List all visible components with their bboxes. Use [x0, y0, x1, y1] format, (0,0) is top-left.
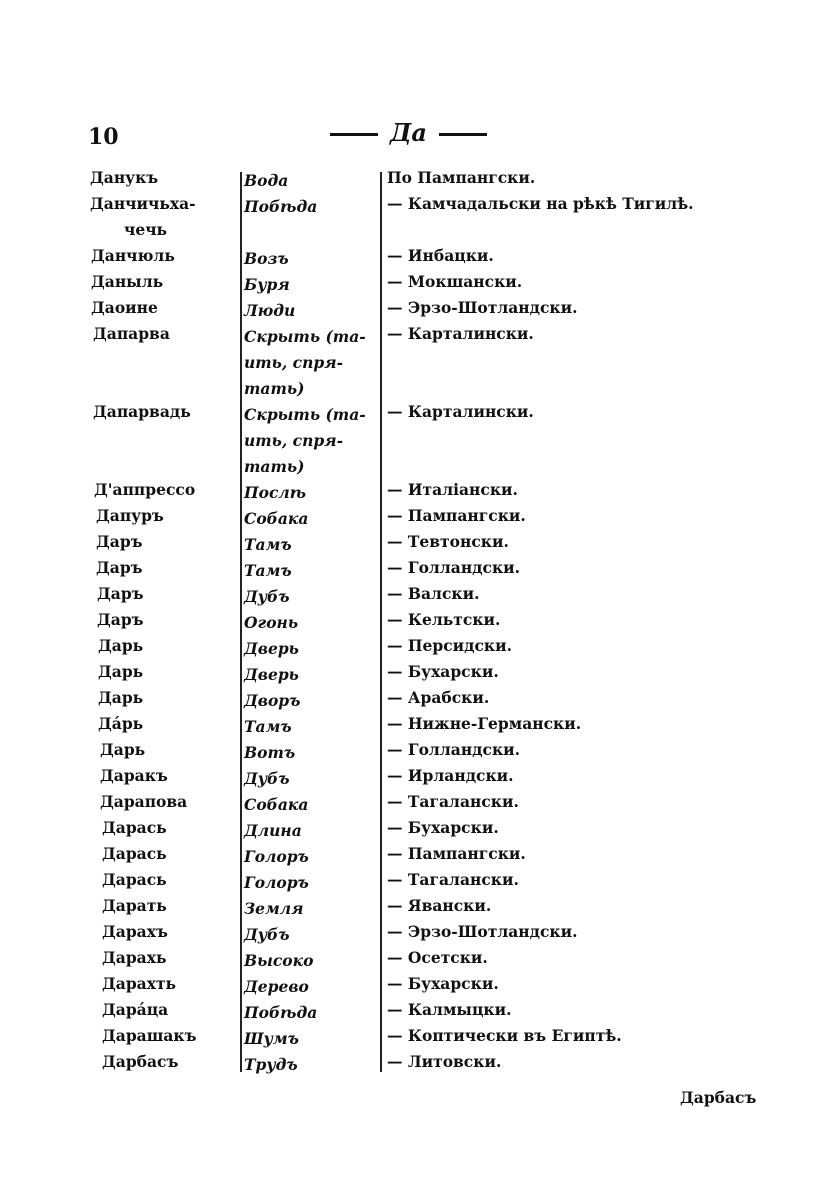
- entry-word: Дапарвадь: [93, 402, 191, 421]
- entry-word: Дапуръ: [96, 506, 164, 525]
- entry-row: [0, 714, 840, 740]
- entry-row: [0, 1026, 840, 1052]
- entry-row: [0, 896, 840, 922]
- entry-language: — Бухарски.: [387, 662, 499, 681]
- entry-meaning: Земля: [244, 899, 304, 918]
- entry-row: [0, 272, 840, 298]
- entry-row: [0, 688, 840, 714]
- entry-word: Дарбасъ: [102, 1052, 179, 1071]
- entry-word: Дарахть: [102, 974, 177, 993]
- entry-language: — Валски.: [387, 584, 480, 603]
- page-number: 10: [88, 124, 119, 150]
- entry-row: [0, 194, 840, 220]
- entry-language: — Ирландски.: [387, 766, 514, 785]
- entry-meaning: Голоръ: [244, 873, 309, 892]
- entry-language: — Камчадальски на рѣкѣ Тигилѣ.: [387, 194, 694, 213]
- entry-meaning: Дворъ: [244, 691, 301, 710]
- entry-row: [0, 740, 840, 766]
- entry-word: Даръ: [96, 532, 143, 551]
- entry-word: Дарашакъ: [102, 1026, 197, 1045]
- entry-meaning: Шумъ: [244, 1029, 299, 1048]
- entry-language: — Пампангски.: [387, 506, 526, 525]
- entry-word: Даръ: [97, 610, 144, 629]
- entry-meaning: Дверь: [244, 639, 299, 658]
- entry-row-continuation: [0, 220, 840, 246]
- entry-word: Даракъ: [100, 766, 168, 785]
- entry-meaning: Огонь: [244, 613, 299, 632]
- entry-row: [0, 324, 840, 350]
- entry-meaning: Дерево: [244, 977, 309, 996]
- entry-meaning: Вода: [244, 171, 289, 190]
- entry-meaning: Высоко: [244, 951, 314, 970]
- entry-language: — Бухарски.: [387, 818, 499, 837]
- entry-meaning: Голоръ: [244, 847, 309, 866]
- entry-meaning: Тамъ: [244, 561, 292, 580]
- entry-row: [0, 1052, 840, 1078]
- entry-word: Даръ: [96, 558, 143, 577]
- entry-meaning: Собака: [244, 509, 309, 528]
- entry-row: [0, 870, 840, 896]
- entry-row: [0, 766, 840, 792]
- entry-language: — Коптически въ Египтѣ.: [387, 1026, 622, 1045]
- entry-language: — Эрзо-Шотландски.: [387, 922, 578, 941]
- entry-word: Дапарва: [93, 324, 170, 343]
- entry-row: [0, 298, 840, 324]
- entry-meaning: Скрыть (та- ить, спря- тать): [244, 405, 366, 476]
- entry-meaning: Вотъ: [244, 743, 296, 762]
- entry-language: — Мокшански.: [387, 272, 523, 291]
- entry-row: [0, 922, 840, 948]
- entry-language: — Бухарски.: [387, 974, 499, 993]
- entry-language: — Карталински.: [387, 324, 534, 343]
- entry-row: [0, 246, 840, 272]
- entry-language: — Тагалански.: [387, 870, 519, 889]
- entry-language: По Пампангски.: [387, 168, 536, 187]
- entry-language: — Инбацки.: [387, 246, 494, 265]
- entry-word: Даръ: [97, 584, 144, 603]
- entry-word: Дара́ца: [102, 1000, 169, 1019]
- entry-language: — Кельтски.: [387, 610, 501, 629]
- entry-word: Даныль: [91, 272, 164, 291]
- entry-meaning: Тамъ: [244, 535, 292, 554]
- entry-row: [0, 168, 840, 194]
- entry-word: Дарь: [100, 740, 146, 759]
- entry-language: — Карталински.: [387, 402, 534, 421]
- entry-language: — Литовски.: [387, 1052, 502, 1071]
- entry-language: — Арабски.: [387, 688, 490, 707]
- running-head-text: Да: [390, 118, 427, 147]
- entry-word: Д'аппрессо: [94, 480, 196, 499]
- entry-row: [0, 402, 840, 428]
- entry-word-continuation: чечь: [124, 220, 168, 239]
- entry-word: Дарась: [102, 870, 167, 889]
- entry-language: — Голландски.: [387, 558, 521, 577]
- entry-meaning: Дубъ: [244, 925, 290, 944]
- entry-word: Дарь: [98, 688, 144, 707]
- entry-word: Дарать: [102, 896, 167, 915]
- entry-meaning: Возъ: [244, 249, 289, 268]
- entry-word: Дарапова: [100, 792, 188, 811]
- entry-word: Данчичьха-: [90, 194, 196, 213]
- entry-row: [0, 1000, 840, 1026]
- entry-word: Дарахь: [102, 948, 167, 967]
- entry-language: — Калмыцки.: [387, 1000, 512, 1019]
- entry-word: Данукъ: [90, 168, 159, 187]
- entry-meaning: Дубъ: [244, 587, 290, 606]
- entry-language: — Пампангски.: [387, 844, 526, 863]
- entry-language: — Голландски.: [387, 740, 521, 759]
- entry-meaning: Побѣда: [244, 1003, 318, 1022]
- entry-word: Дарь: [98, 636, 144, 655]
- entry-meaning: Тамъ: [244, 717, 292, 736]
- entry-language: — Эрзо-Шотландски.: [387, 298, 578, 317]
- entry-row: [0, 610, 840, 636]
- entry-row: [0, 558, 840, 584]
- entry-row: [0, 844, 840, 870]
- catchword: Дарбасъ: [680, 1088, 757, 1107]
- entry-row: [0, 948, 840, 974]
- entry-word: Дарась: [102, 844, 167, 863]
- entry-meaning: Буря: [244, 275, 290, 294]
- entry-meaning: Послѣ: [244, 483, 307, 502]
- entry-meaning: Побѣда: [244, 197, 318, 216]
- entry-row: [0, 818, 840, 844]
- entry-row: [0, 792, 840, 818]
- entry-row: [0, 532, 840, 558]
- entry-word: Данчюль: [91, 246, 175, 265]
- entry-word: Дарахъ: [102, 922, 168, 941]
- entry-meaning: Люди: [244, 301, 296, 320]
- entry-word: Дарась: [102, 818, 167, 837]
- entry-row: [0, 636, 840, 662]
- entry-language: — Тагалански.: [387, 792, 519, 811]
- entry-meaning: Скрыть (та- ить, спря- тать): [244, 327, 366, 398]
- entry-word: Даоинe: [91, 298, 158, 317]
- entry-meaning: Дубъ: [244, 769, 290, 788]
- entry-row: [0, 974, 840, 1000]
- entry-language: — Персидски.: [387, 636, 513, 655]
- entry-language: — Осетски.: [387, 948, 488, 967]
- entry-meaning: Дверь: [244, 665, 299, 684]
- entry-row: [0, 584, 840, 610]
- entry-meaning: Трудъ: [244, 1055, 298, 1074]
- entry-row: [0, 662, 840, 688]
- entry-language: — Нижне-Германски.: [387, 714, 582, 733]
- entry-language: — Тевтонски.: [387, 532, 509, 551]
- entry-meaning: Длина: [244, 821, 302, 840]
- entry-row: [0, 480, 840, 506]
- entry-language: — Явански.: [387, 896, 492, 915]
- entry-word: Да́рь: [98, 714, 144, 733]
- entry-word: Дарь: [98, 662, 144, 681]
- entry-meaning: Собака: [244, 795, 309, 814]
- entry-language: — Италiански.: [387, 480, 518, 499]
- entry-row: [0, 506, 840, 532]
